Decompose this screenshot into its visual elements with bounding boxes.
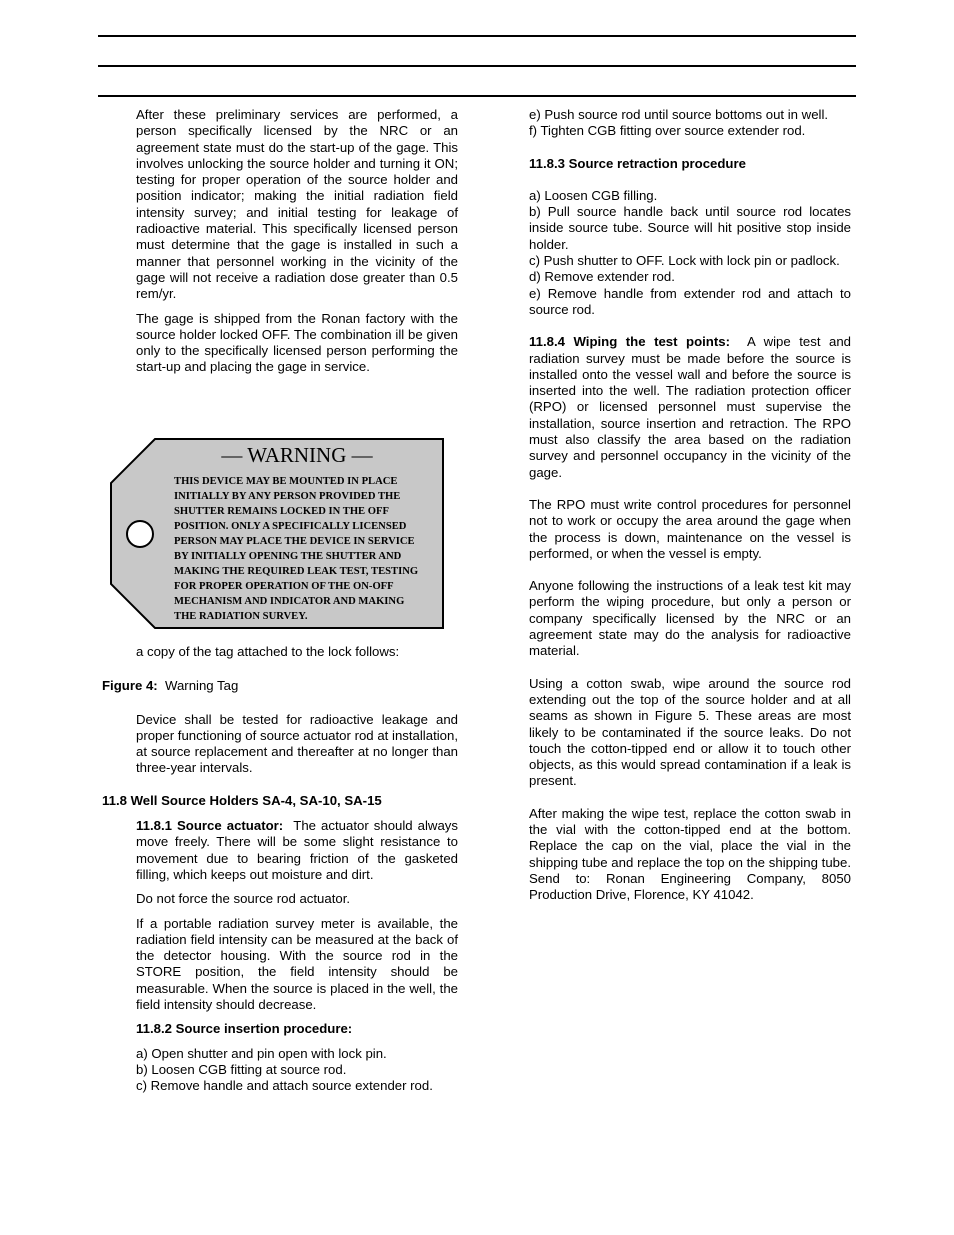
figure-caption [102,678,458,694]
force-paragraph: Do not force the source rod actuator. [136,891,351,907]
actuator-text: The actuator should always move freely. There will be some slight resistance to movement due to bearing friction of the gasketed filling, which keeps out moisture and dirt. [136,818,458,882]
tag-line-2: INITIALLY BY ANY PERSON PROVIDED THE [174,491,401,502]
left-column-lower [102,644,458,1095]
tag-line-6: BY INITIALLY OPENING THE SHUTTER AND [174,551,402,562]
tag-line-5: PERSON MAY PLACE THE DEVICE IN SERVICE [174,536,415,547]
left-column [136,107,458,376]
shipping-instructions-paragraph: After making the wipe test, replace the cotton swab in the vial with the cotton-tipped end at the bottom. Replace the cap on the vial, place the vial in the shipping tube and replace the top on the shipping tube. Send to: Ronan Engineering Company, 8050 Production Drive, Florence, KY 41042. [529,805,851,903]
insertion-heading: 11.8.2 Source insertion procedure: [136,1021,353,1037]
retraction-step-e: e) Remove handle from extender rod and attach to source rod. [529,285,851,317]
header-rule-bottom [98,95,856,97]
tag-line-8: FOR PROPER OPERATION OF THE ON-OFF [174,581,394,592]
actuator-heading: 11.8.1 Source actuator: [136,818,284,834]
wipe-paragraph [529,334,851,481]
tag-line-3: SHUTTER REMAINS LOCKED IN THE OFF [174,506,389,517]
survey-paragraph: If a portable radiation survey meter is available, the radiation field intensity can be measured at the back of the detector housing. With the source rod in the STORE position, the field intensity should be measurable. When the source is placed in the well, the field intensity should decrease. [136,915,458,1013]
tag-caption: a copy of the tag attached to the lock follows: [136,644,400,659]
retraction-heading: 11.8.3 Source retraction procedure [529,155,746,171]
retraction-step-b: b) Pull source handle back until source rod locates inside source tube. Source will hit positive stop inside holder. [529,204,851,252]
tag-hole-icon [127,521,153,547]
tag-line-10: THE RADIATION SURVEY. [174,611,308,622]
insertion-step-b: b) Loosen CGB fitting at source rod. [136,1061,347,1077]
testing-paragraph: Device shall be tested for radioactive leakage and proper functioning of source actuator rod at installation, at source replacement and thereafter at no longer than three-year intervals. [136,711,458,776]
tag-line-7: MAKING THE REQUIRED LEAK TEST, TESTING [174,566,419,577]
insertion-steps [136,1046,458,1095]
shipping-paragraph: The gage is shipped from the Ronan factory with the source holder locked OFF. The combination ill be given only to the specifically licensed person performing the start-up and placing the gage in service. [136,310,458,375]
swab-paragraph: Using a cotton swab, wipe around the source rod extending out the top of the source holder and at all seams as shown in Figure 5. These areas are most likely to be contaminated if the source leaks. Do not touch the cotton-tipped end or allow it to touch other objects, as this would spread contamination if a leak is present. [529,675,851,789]
insertion-step-c: c) Remove handle and attach source extender rod. [136,1078,433,1094]
retraction-step-a: a) Loosen CGB filling. [529,187,658,203]
startup-paragraph: After these preliminary services are performed, a person specifically licensed by the NRC or an agreement state must do the start-up of the gage. This involves unlocking the source holder and turning it ON; testing for proper operation of the source holder and position indicator; making the initial radiation field intensity survey; and initial testing for leakage of radioactive material. This specifically licensed person must determine that the gage is installed in such a manner that personnel working in the vicinity of the gage will not receive a radiation dose greater than 0.5 rem/yr. [136,107,458,302]
rpo-paragraph: The RPO must write control procedures for personnel not to work or occupy the area around the gage when the process is down, maintenance on the vessel is performed, or when the vessel is empty. [529,496,851,561]
insertion-step-e: e) Push source rod until source bottoms out in well. [529,107,829,122]
retraction-steps [529,188,851,318]
tag-line-4: POSITION. ONLY A SPECIFICALLY LICENSED [174,521,407,532]
wipe-heading: 11.8.4 Wiping the test points: [529,334,730,350]
retraction-step-d: d) Remove extender rod. [529,269,675,285]
wipe-text: A wipe test and radiation survey must be made before the source is installed onto the vessel wall and before the source is inserted into the well. The radiation protection officer (RPO) or licensed personnel must supervise the installation, source insertion and retraction. The RPO must also classify the area based on the radiation survey and personnel occupancy in the vicinity of the gage. [529,334,851,480]
insertion-step-f: f) Tighten CGB fitting over source extender rod. [529,123,806,139]
actuator-paragraph [136,818,458,883]
tag-title: — WARNING — [221,443,373,467]
figure-label: Figure 4: [102,678,158,694]
header-rule-top [98,35,856,37]
right-column [529,107,851,903]
tag-line-1: THIS DEVICE MAY BE MOUNTED IN PLACE [174,476,398,487]
tag-line-9: MECHANISM AND INDICATOR AND MAKING [174,596,405,607]
section-heading: 11.8 Well Source Holders SA-4, SA-10, SA-15 [102,792,382,808]
leak-kit-paragraph: Anyone following the instructions of a leak test kit may perform the wiping procedure, but only a person or company specifically licensed by the NRC or an agreement state may do the analysis for radioactive material. [529,578,851,659]
figure-title: Warning Tag [165,678,239,694]
header-rule-middle [98,65,856,67]
retraction-step-c: c) Push shutter to OFF. Lock with lock pin or padlock. [529,253,840,269]
insertion-step-a: a) Open shutter and pin open with lock pin. [136,1045,387,1061]
warning-tag [109,437,445,631]
